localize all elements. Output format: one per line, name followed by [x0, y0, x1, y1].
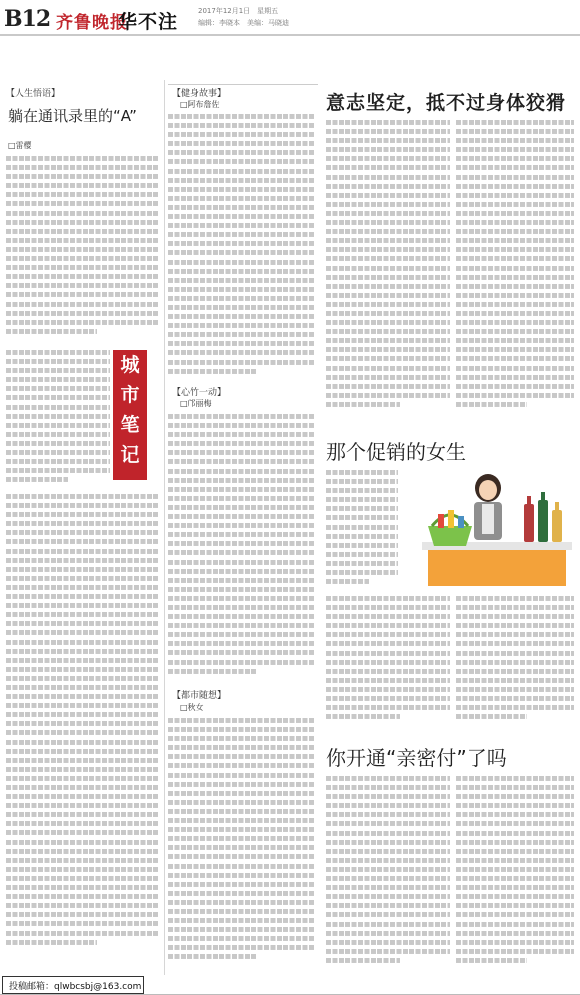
bottle-icon [538, 500, 548, 542]
woman-face-icon [479, 480, 497, 500]
article-body [168, 718, 314, 970]
counter-front-icon [428, 550, 566, 586]
article-body [326, 120, 450, 416]
stamp-char: 城 [120, 354, 140, 376]
bottle-icon [524, 504, 534, 542]
article-author: □雷樱 [8, 141, 32, 150]
article-body [6, 156, 158, 346]
stamp-char: 笔 [120, 414, 140, 436]
submission-email-box [2, 976, 144, 994]
article-body [326, 596, 450, 722]
basket-icon [428, 526, 472, 546]
article-body [456, 776, 574, 972]
column-divider [164, 80, 165, 975]
bottle-icon [552, 510, 562, 542]
shopping-illustration [404, 470, 574, 590]
article-body [6, 350, 110, 490]
editor-line: 编辑：李晓本 美编：马晓迪 [198, 19, 289, 27]
article-body [326, 776, 450, 972]
article-body [456, 120, 574, 416]
section-tag: 【都市随想】 [172, 691, 227, 701]
article-body [6, 494, 158, 970]
page-header [0, 0, 580, 40]
header-divider [0, 34, 580, 36]
rule [168, 84, 318, 85]
submission-email: 投稿邮箱：qlwbcsbj@163.com [9, 982, 142, 992]
section-tag: 【人生悟语】 [6, 89, 61, 99]
page-number: B12 [4, 6, 51, 32]
newspaper-logo: 齐鲁晚报 [56, 13, 128, 33]
article-body [326, 470, 398, 588]
date-line: 2017年12月1日 星期五 [198, 7, 279, 15]
article-headline: 那个促销的女生 [326, 440, 466, 464]
article-body [168, 414, 314, 684]
article-headline: 意志坚定，抵不过身体狡猾 [326, 92, 567, 114]
article-headline: 躺在通讯录里的“A” [8, 107, 137, 125]
article-author: □秋女 [180, 703, 204, 712]
section-title: 华不注 [118, 11, 179, 33]
article-headline: 你开通“亲密付”了吗 [326, 746, 507, 770]
column-stamp [113, 350, 147, 480]
stamp-char: 市 [120, 384, 140, 406]
section-tag: 【健身故事】 [172, 89, 227, 99]
section-tag: 【心竹一动】 [172, 388, 227, 398]
article-body [168, 114, 314, 380]
article-body [456, 596, 574, 722]
article-author: □阿布詹佐 [180, 100, 220, 109]
stamp-char: 记 [120, 444, 140, 466]
article-author: □邝丽梅 [180, 399, 212, 408]
